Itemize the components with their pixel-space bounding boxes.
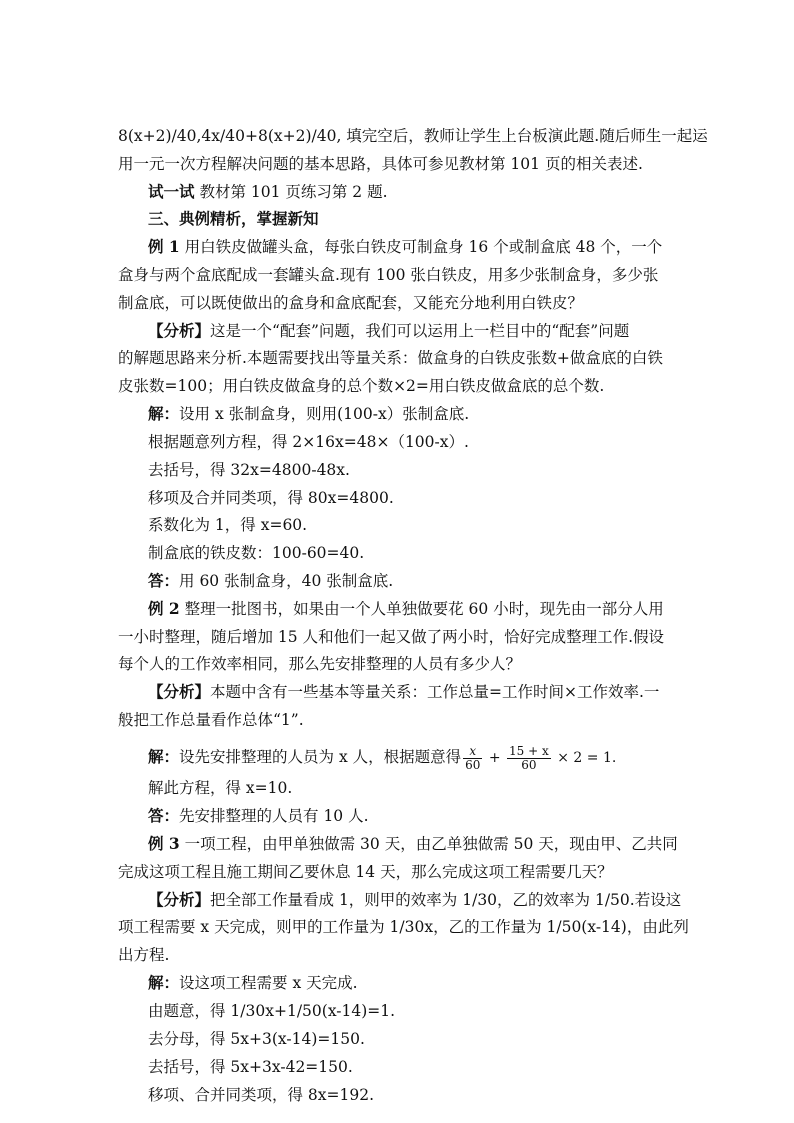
fraction-denominator: 60	[465, 757, 481, 772]
text-line: 移项、合并同类项，得 8x=192.	[148, 1086, 375, 1104]
analysis-text: 把全部工作量看成 1，则甲的效率为 1/30，乙的效率为 1/50.若设这	[210, 891, 682, 909]
try-it-label: 试一试	[148, 182, 195, 201]
example-2-text: 整理一批图书，如果由一个人单独做要花 60 小时，现先由一部分人用	[179, 600, 664, 618]
try-it-text: 教材第 101 页练习第 2 题.	[194, 183, 388, 201]
text-line: 解此方程，得 x=10.	[148, 779, 293, 797]
solution-text: 设这项工程需要 x 天完成.	[179, 974, 358, 992]
text-line: 项工程需要 x 天完成，则甲的工作量为 1/30x，乙的工作量为 1/50(x-14)，由此列	[118, 918, 689, 936]
analysis-label: 【分析】	[148, 890, 211, 909]
text-line: 每个人的工作效率相同，那么先安排整理的人员有多少人？	[118, 655, 522, 673]
text-line: 皮张数=100；用白铁皮做盒身的总个数×2=用白铁皮做盒底的总个数.	[118, 377, 605, 395]
text-line: 般把工作总量看作总体“1”.	[118, 711, 304, 729]
text-line: 去括号，得 32x=4800-48x.	[148, 461, 350, 479]
solution-3-line	[148, 973, 358, 993]
equation-tail: × 2 = 1.	[552, 750, 617, 766]
analysis-2-line	[148, 682, 659, 702]
text-line: 制盒底的铁皮数：100-60=40.	[148, 544, 365, 562]
analysis-text: 这是一个“配套”问题，我们可以运用上一栏目中的“配套”问题	[210, 322, 630, 340]
analysis-3-line	[148, 890, 681, 910]
answer-2-line	[148, 806, 369, 826]
text-line: 盒身与两个盒底配成一套罐头盒.现有 100 张白铁皮，用多少张制盒身，多少张	[118, 266, 659, 284]
analysis-label: 【分析】	[148, 682, 211, 701]
example-3-line	[148, 834, 678, 854]
example-2-line	[148, 599, 664, 619]
text-line: 移项及合并同类项，得 80x=4800.	[148, 489, 394, 507]
text-line: 制盒底，可以既使做出的盒身和盒底配套，又能充分地利用白铁皮？	[118, 294, 584, 312]
answer-text: 先安排整理的人员有 10 人.	[179, 807, 369, 825]
fraction-numerator-text: x	[469, 743, 477, 758]
solution-text: 设用 x 张制盒身，则用(100-x）张制盒底.	[179, 405, 470, 423]
fraction-numerator: 15 + x	[509, 743, 549, 758]
example-1-line	[148, 237, 662, 257]
analysis-label: 【分析】	[148, 321, 211, 340]
text-line: 完成这项工程且施工期间乙要休息 14 天，那么完成这项工程需要几天？	[118, 863, 613, 881]
text-line: 的解题思路来分析.本题需要找出等量关系：做盒身的白铁皮张数+做盒底的白铁	[118, 349, 663, 367]
answer-label: 答：	[148, 806, 180, 825]
fraction-x-over-60	[463, 745, 482, 772]
plus-sign: +	[484, 750, 506, 766]
text-line: 出方程.	[118, 946, 170, 964]
example-3-text: 一项工程，由甲单独做需 30 天，由乙单独做需 50 天，现由甲、乙共同	[179, 835, 678, 853]
text-line: 系数化为 1，得 x=60.	[148, 516, 308, 534]
example-2-label: 例 2	[148, 599, 180, 618]
solution-2-line	[148, 742, 616, 773]
solution-label: 解：	[148, 404, 180, 423]
example-1-text: 用白铁皮做罐头盒，每张白铁皮可制盒身 16 个或制盒底 48 个，一个	[179, 238, 663, 256]
fraction-numerator	[463, 745, 482, 759]
try-it-line	[148, 182, 388, 202]
solution-text: 设先安排整理的人员为 x 人，根据题意得	[179, 748, 462, 766]
solution-label: 解：	[148, 973, 180, 992]
answer-text: 用 60 张制盒身，40 张制盒底.	[179, 572, 394, 590]
fraction-denominator: 60	[521, 757, 537, 772]
answer-label: 答：	[148, 571, 180, 590]
text-line: 根据题意列方程，得 2×16x=48×（100-x）.	[148, 433, 469, 451]
text-line: 由题意，得 1/30x+1/50(x-14)=1.	[148, 1002, 396, 1020]
section-heading: 三、典例精析，掌握新知	[148, 209, 319, 228]
analysis-text: 本题中含有一些基本等量关系：工作总量=工作时间×工作效率.一	[210, 683, 660, 701]
analysis-1-line	[148, 321, 629, 341]
example-3-label: 例 3	[148, 834, 180, 853]
text-line: 8(x+2)/40,4x/40+8(x+2)/40, 填完空后，教师让学生上台板演此题.随后师生一起运	[118, 127, 708, 145]
example-1-label: 例 1	[148, 237, 180, 256]
solution-label: 解：	[148, 747, 180, 766]
text-line: 去括号，得 5x+3x-42=150.	[148, 1058, 353, 1076]
fraction-15-plus-x-over-60	[507, 745, 551, 772]
solution-1-line	[148, 404, 469, 424]
text-line: 一小时整理，随后增加 15 人和他们一起又做了两小时，恰好完成整理工作.假设	[118, 628, 665, 646]
text-line: 用一元一次方程解决问题的基本思路，具体可参见教材第 101 页的相关表述.	[118, 155, 643, 173]
answer-1-line	[148, 571, 393, 591]
text-line: 去分母，得 5x+3(x-14)=150.	[148, 1030, 365, 1048]
